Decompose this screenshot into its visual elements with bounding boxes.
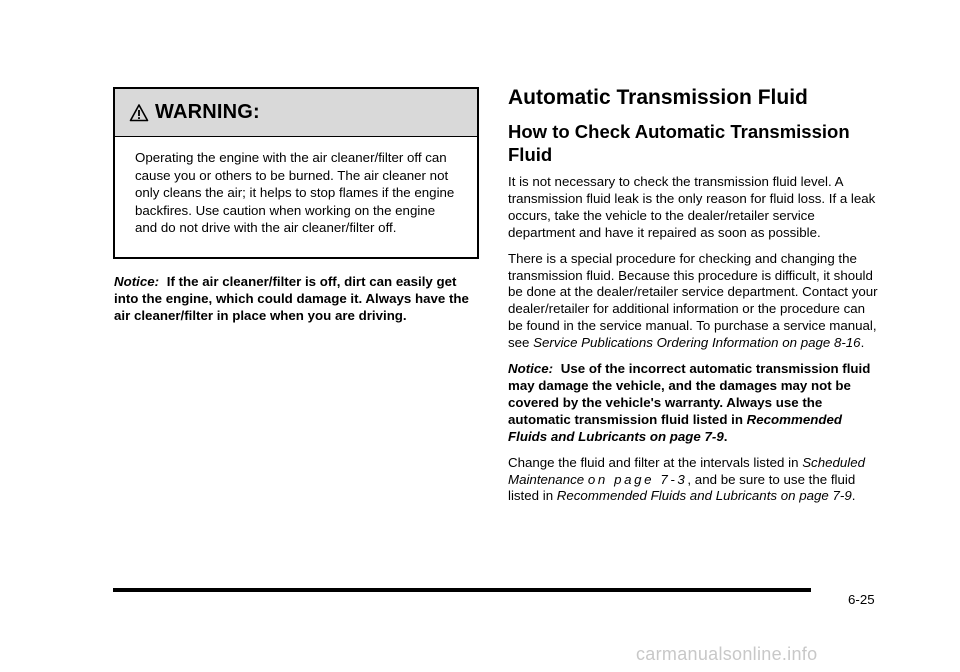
right-column	[508, 86, 878, 514]
notice-paragraph	[114, 273, 474, 325]
page-number: 6-25	[848, 592, 875, 607]
notice-label: Notice:	[508, 361, 554, 377]
paragraph-fluid-level: It is not necessary to check the transmission fluid level. A transmission fluid leak is the only reason for fluid loss. If a leak occurs, take the vehicle to the dealer/retailer service department and have it repaired as soon as possible.	[508, 174, 876, 240]
notice-text: If the air cleaner/filter is off, dirt can easily get into the engine, which could damage it. Always have the air cleaner/filter in place when you are driving.	[114, 274, 469, 324]
footer-rule	[113, 588, 811, 592]
paragraph-change-fluid: Change the fluid and filter at the intervals listed in Scheduled Maintenance on page 7-3, and be sure to use the fluid listed in Recommended Fluids and Lubricants on page 7-9.	[508, 454, 866, 504]
notice-label: Notice:	[114, 274, 160, 289]
procedure-text: There is a special procedure for checking and changing the transmission fluid. Because this procedure is difficult, it should be done at the dealer/retailer service department. Contact your dealer/retailer for additional information or the procedure can be found in the service manual. To purchase a service manual, see	[508, 250, 878, 351]
warning-header	[115, 89, 477, 137]
recommended-fluids-reference: Recommended Fluids and Lubricants on page 7-9	[508, 411, 842, 444]
scheduled-maintenance-page: on page 7-3	[587, 471, 688, 487]
notice-transmission-text: Use of the incorrect automatic transmission fluid may damage the vehicle, and the damages may not be covered by the vehicle's warranty. Always use the automatic transmission fluid listed in	[508, 361, 871, 427]
warning-body: Operating the engine with the air cleaner/filter off can cause you or others to be burned. The air cleaner not only cleans the air; it helps to stop flames if the engine backfires. Use caution when working on the engine and do not drive with the air cleaner/filter off.	[135, 150, 455, 236]
section-subheading: How to Check Automatic Transmission Fluid	[508, 121, 850, 165]
paragraph-procedure: There is a special procedure for checking and changing the transmission fluid. Because this procedure is difficult, it should be done at the dealer/retailer service department. Contact your dealer/retailer for additional information or the procedure can be found in the service manual. To purchase a service manual, see Service Publications Ordering Information on page 8-16.	[508, 250, 878, 351]
recommended-fluids-reference-2: Recommended Fluids and Lubricants on page 7-9	[556, 488, 852, 504]
watermark: carmanualsonline.info	[636, 644, 818, 664]
warning-box	[113, 87, 479, 259]
notice-transmission: Notice: Use of the incorrect automatic transmission fluid may damage the vehicle, and the damages may not be covered by the vehicle's warranty. Always use the automatic transmission fluid listed in Recommended Fluids and Lubricants on page 7-9.	[508, 361, 871, 444]
service-publications-reference: Service Publications Ordering Information on page 8-16	[533, 335, 861, 351]
section-heading: Automatic Transmission Fluid	[508, 86, 808, 109]
warning-title: WARNING:	[155, 101, 260, 123]
scheduled-maintenance-reference: Scheduled Maintenance	[508, 454, 866, 487]
warning-triangle-icon	[129, 103, 149, 123]
